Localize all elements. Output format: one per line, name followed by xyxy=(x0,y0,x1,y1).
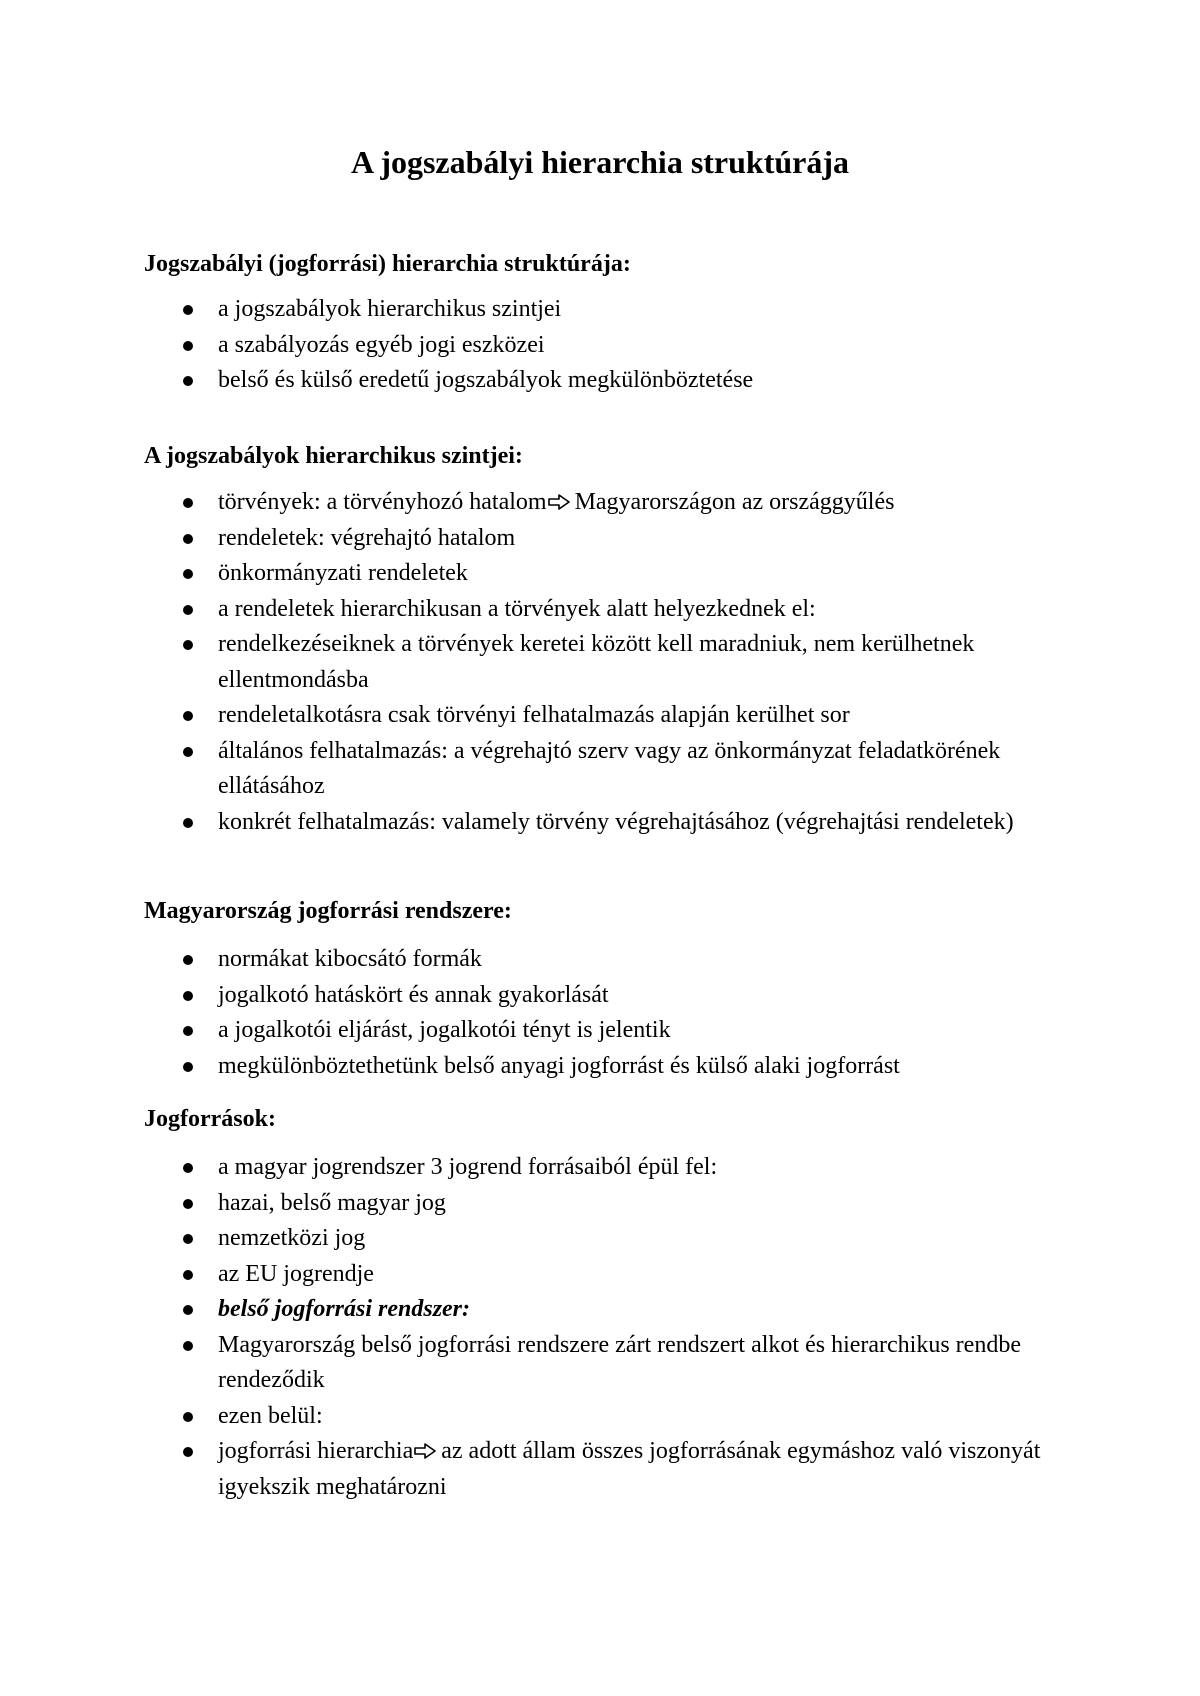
bullet-icon xyxy=(183,1163,193,1173)
bullet-icon xyxy=(183,1305,193,1315)
section-heading: Magyarország jogforrási rendszere: xyxy=(144,898,512,924)
list-item: Magyarország belső jogforrási rendszere zárt rendszert alkot és hierarchikus rendbe rendeződik xyxy=(174,1328,1054,1399)
list-item: belső jogforrási rendszer: xyxy=(174,1292,1054,1328)
bullet-list xyxy=(174,1150,1054,1505)
bullet-icon xyxy=(183,991,193,1001)
list-item: rendeletek: végrehajtó hatalom xyxy=(174,521,1054,557)
list-item: rendelkezéseiknek a törvények keretei között kell maradniuk, nem kerülhetnek ellentmondásba xyxy=(174,627,1054,698)
bullet-list xyxy=(174,292,1054,399)
list-item: normákat kibocsátó formák xyxy=(174,942,1054,978)
arrow-right-icon xyxy=(413,1443,439,1459)
bullet-icon xyxy=(183,1062,193,1072)
bullet-list xyxy=(174,942,1054,1084)
bullet-icon xyxy=(183,1270,193,1280)
bullet-icon xyxy=(183,1447,193,1457)
list-item: megkülönböztethetünk belső anyagi jogforrást és külső alaki jogforrást xyxy=(174,1049,1054,1085)
list-item: hazai, belső magyar jog xyxy=(174,1186,1054,1222)
bullet-icon xyxy=(183,605,193,615)
list-item: általános felhatalmazás: a végrehajtó szerv vagy az önkormányzat feladatkörének ellátásához xyxy=(174,734,1054,805)
bullet-icon xyxy=(183,1199,193,1209)
list-item: konkrét felhatalmazás: valamely törvény végrehajtásához (végrehajtási rendeletek) xyxy=(174,805,1054,841)
list-item: a rendeletek hierarchikusan a törvények alatt helyezkednek el: xyxy=(174,592,1054,628)
bullet-icon xyxy=(183,341,193,351)
bullet-icon xyxy=(183,569,193,579)
arrow-right-icon xyxy=(547,494,573,510)
list-item: nemzetközi jog xyxy=(174,1221,1054,1257)
list-item: önkormányzati rendeletek xyxy=(174,556,1054,592)
list-item: a magyar jogrendszer 3 jogrend forrásaiból épül fel: xyxy=(174,1150,1054,1186)
list-item: törvények: a törvényhozó hatalom Magyarországon az országgyűlés xyxy=(174,485,1054,521)
list-item: rendeletalkotásra csak törvényi felhatalmazás alapján kerülhet sor xyxy=(174,698,1054,734)
list-item: a szabályozás egyéb jogi eszközei xyxy=(174,328,1054,364)
section-heading: A jogszabályok hierarchikus szintjei: xyxy=(144,443,523,469)
bullet-icon xyxy=(183,305,193,315)
list-item: belső és külső eredetű jogszabályok megkülönböztetése xyxy=(174,363,1054,399)
bullet-icon xyxy=(183,711,193,721)
section-heading: Jogforrások: xyxy=(144,1106,276,1132)
bullet-icon xyxy=(183,818,193,828)
list-item: a jogszabályok hierarchikus szintjei xyxy=(174,292,1054,328)
list-item: jogforrási hierarchia az adott állam összes jogforrásának egymáshoz való viszonyát igyekszik meghatározni xyxy=(174,1434,1054,1505)
bullet-icon xyxy=(183,1026,193,1036)
bullet-icon xyxy=(183,640,193,650)
bullet-icon xyxy=(183,376,193,386)
bullet-icon xyxy=(183,534,193,544)
bullet-icon xyxy=(183,1341,193,1351)
list-item: ezen belül: xyxy=(174,1399,1054,1435)
list-item: az EU jogrendje xyxy=(174,1257,1054,1293)
bullet-icon xyxy=(183,498,193,508)
bullet-list xyxy=(174,485,1054,840)
list-item: a jogalkotói eljárást, jogalkotói tényt is jelentik xyxy=(174,1013,1054,1049)
section-heading: Jogszabályi (jogforrási) hierarchia struktúrája: xyxy=(144,251,631,277)
bullet-icon xyxy=(183,747,193,757)
bullet-icon xyxy=(183,1412,193,1422)
bullet-icon xyxy=(183,955,193,965)
document-title: A jogszabályi hierarchia struktúrája xyxy=(350,144,850,180)
bullet-icon xyxy=(183,1234,193,1244)
list-item: jogalkotó hatáskört és annak gyakorlását xyxy=(174,978,1054,1014)
